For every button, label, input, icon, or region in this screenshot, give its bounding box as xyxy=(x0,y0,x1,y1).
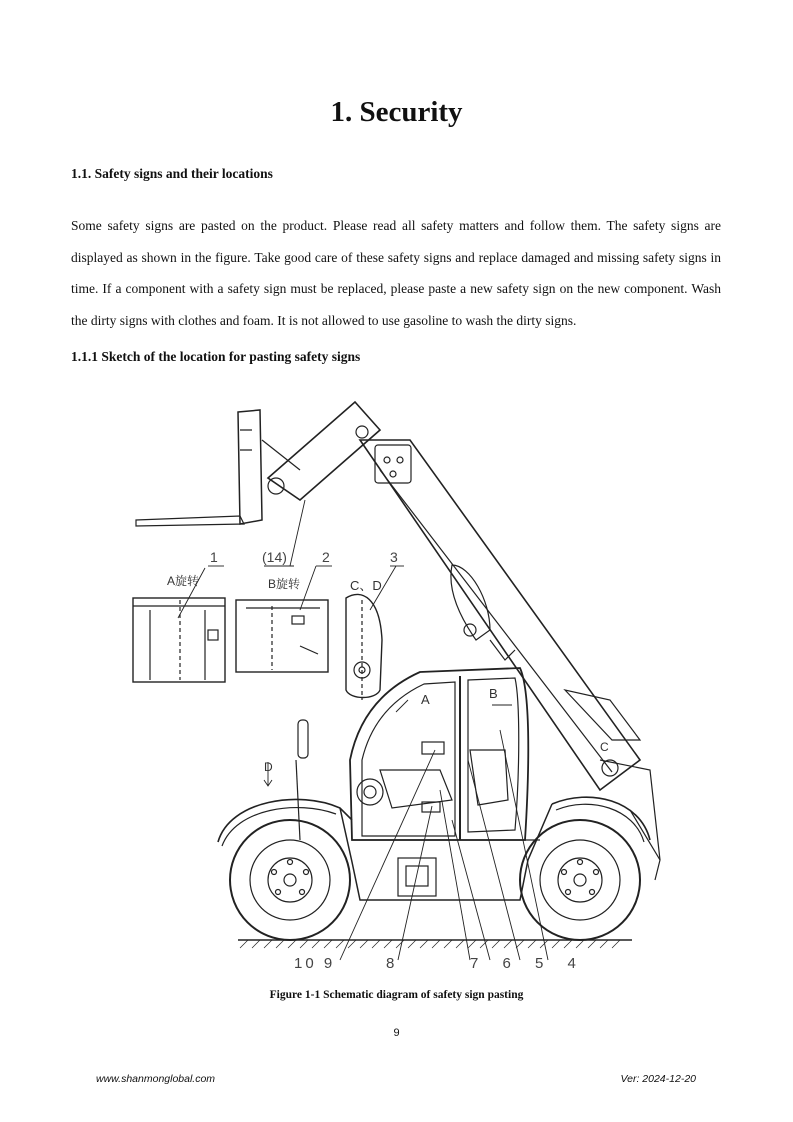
cab-label-b: B xyxy=(489,686,498,701)
body-paragraph: Some safety signs are pasted on the product. Please read all safety matters and follow them. The safety signs are displayed as shown in the figure. Take good care of these safety signs and replace damaged and missing safety signs in time. If a component with a safety sign must be replaced, please paste a new safety sign on the new component. Wash the dirty signs with clothes and foam. It is not allowed to use gasoline to wash the dirty signs. xyxy=(71,218,721,328)
detail-label-cd: C、D xyxy=(350,578,382,593)
leader-lines xyxy=(178,500,548,960)
cab-label-c: C xyxy=(600,740,609,754)
figure-caption: Figure 1-1 Schematic diagram of safety sign pasting xyxy=(269,989,524,1001)
callout-14: (14) xyxy=(262,549,287,565)
front-wheel xyxy=(230,820,350,940)
fork-carriage xyxy=(136,410,300,526)
footer-version: Ver: 2024-12-20 xyxy=(620,1073,696,1085)
detail-label-b: B旋转 xyxy=(268,577,301,591)
detail-label-a: A旋转 xyxy=(167,574,200,588)
callout-bottom-left: 10 9 xyxy=(294,955,336,972)
callout-bottom-right: 7 6 5 4 xyxy=(470,955,586,972)
cab-label-d: D xyxy=(264,760,273,774)
callout-bottom-mid: 8 xyxy=(386,955,395,972)
subsection-title: 1.1. Safety signs and their locations xyxy=(71,166,273,181)
ground-line xyxy=(238,940,632,948)
footer-website: www.shanmonglobal.com xyxy=(96,1073,216,1085)
callout-3: 3 xyxy=(390,549,398,565)
detail-b xyxy=(236,600,328,672)
telescopic-boom xyxy=(268,402,640,790)
subsubsection-title: 1.1.1 Sketch of the location for pasting safety signs xyxy=(71,349,361,364)
section-title: 1. Security xyxy=(330,96,463,128)
detail-a xyxy=(133,598,225,682)
detail-cd xyxy=(346,594,382,700)
callout-1: 1 xyxy=(210,549,218,565)
telehandler-safety-sign-diagram xyxy=(120,385,670,985)
callout-2: 2 xyxy=(322,549,330,565)
cab-label-a: A xyxy=(421,692,430,707)
page-number: 9 xyxy=(393,1027,400,1039)
